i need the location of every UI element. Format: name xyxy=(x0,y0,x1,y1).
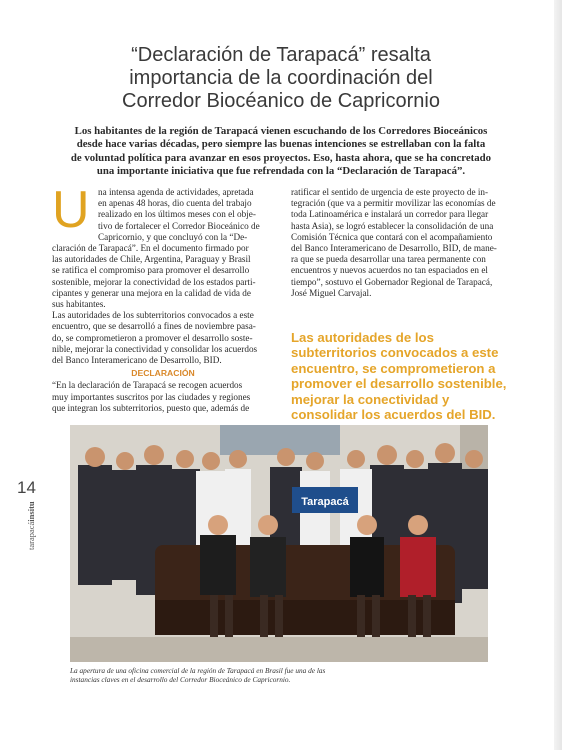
caption-line: instancias claves en el desarrollo del Corredor Bioceánico de Capricornio. xyxy=(70,675,291,685)
title-line: “Declaración de Tarapacá” resalta xyxy=(131,44,431,66)
body-line: que integran los subterritorios, puesto que, además de xyxy=(52,402,250,413)
group-photo-illustration xyxy=(70,425,488,662)
pull-quote-line: encuentro, se comprometieron a xyxy=(291,360,496,376)
magazine-brand xyxy=(26,501,36,550)
body-line: toda Latinoamérica e instalará un corredor para llegar xyxy=(291,209,489,220)
pull-quote-line: consolidar los acuerdos del BID. xyxy=(291,407,496,423)
body-line: hasta Asia), se logró establecer la consolidación de una xyxy=(291,220,494,231)
body-line: tivo de fortalecer el Corredor Bioceánico de xyxy=(98,220,260,231)
body-column-1 xyxy=(52,181,274,414)
body-line: se ratifica el compromiso para promover el desarrollo xyxy=(52,265,250,276)
pull-quote xyxy=(291,330,521,422)
body-line: realizado en los últimos meses con el obje- xyxy=(98,209,256,220)
body-line: do, se comprometieron a promover el desarrollo soste- xyxy=(52,332,253,343)
page-number: 14 xyxy=(17,478,36,497)
body-line: en apenas 48 horas, dio cuenta del trabajo xyxy=(98,198,252,209)
body-line: Capricornio, y que concluyó con la “De- xyxy=(98,231,248,242)
body-line: sus habitantes. xyxy=(52,299,106,310)
pull-quote-line: promover el desarrollo sostenible, xyxy=(291,376,507,392)
group-photo xyxy=(70,425,488,662)
article-title xyxy=(40,44,522,113)
page-spine-shadow xyxy=(554,0,562,750)
body-line: encuentro, que se desarrolló a fines de noviembre pasa- xyxy=(52,321,256,332)
section-subhead: DECLARACIÓN xyxy=(131,368,195,379)
pull-quote-line: mejorar la conectividad y xyxy=(291,391,450,407)
lead-line: desde hace varias décadas, pero siempre las buenas intenciones se estrellaban con la falta xyxy=(76,138,486,151)
caption-line: La apertura de una oficina comercial de la región de Tarapacá en Brasil fue una de las xyxy=(70,666,326,675)
body-line: nible, mejorar la conectividad y consolidar los acuerdos xyxy=(52,343,258,354)
body-line: sostenible, mejorar la conectividad de los estados parti- xyxy=(52,276,256,287)
lead-line: una importante iniciativa que fue refrendada con la “Declaración de Tarapacá”. xyxy=(96,165,466,178)
body-line: las autoridades de Chile, Argentina, Paraguay y Brasil xyxy=(52,254,251,265)
body-line: claración de Tarapacá”. En el documento firmado por xyxy=(52,243,249,254)
body-line: muy importantes suscritos por las ciudades y regiones xyxy=(52,391,251,402)
brand-regular: tarapacá xyxy=(26,521,36,550)
body-line: na intensa agenda de actividades, apretada xyxy=(98,187,254,197)
body-line: tegración (que va a permitir movilizar las economías de xyxy=(291,198,496,209)
body-line: del Banco Interamericano de Desarrollo, BID, de mane- xyxy=(291,243,497,254)
body-line: cipantes y generar una mejora en la calidad de vida de xyxy=(52,287,251,298)
lead-line: de voluntad política para avanzar en esos proyectos. Eso, hasta ahora, que se ha concretado xyxy=(70,151,492,164)
body-line: José Miguel Carvajal. xyxy=(291,287,372,298)
body-line: tiempo”, sostuvo el Gobernador Regional de Tarapacá, xyxy=(291,276,493,287)
body-column-2 xyxy=(291,187,513,299)
body-line: ra que se pueda desarrollar una tarea permanente con xyxy=(291,254,486,265)
body-line: encuentros y nuevos acuerdos no tan espaciados en el xyxy=(291,265,488,276)
body-line: Las autoridades de los subterritorios convocados a este xyxy=(52,310,254,321)
body-line: del Banco Interamericano de Desarrollo, BID. xyxy=(52,355,222,366)
title-line: importancia de la coordinación del xyxy=(129,67,433,89)
article-lead xyxy=(56,125,506,179)
pull-quote-line: subterritorios convocados a este xyxy=(291,345,499,361)
brand-bold: insitu xyxy=(26,501,36,522)
title-line: Corredor Biocéanico de Capricornio xyxy=(122,90,440,112)
body-line: ratificar el sentido de urgencia de este proyecto de in- xyxy=(291,187,489,197)
body-line: “En la declaración de Tarapacá se recogen acuerdos xyxy=(52,380,243,391)
photo-caption xyxy=(70,666,490,685)
photo-floor xyxy=(70,637,488,662)
body-line: Comisión Técnica que contará con el acompañamiento xyxy=(291,231,493,242)
lead-line: Los habitantes de la región de Tarapacá vienen escuchando de los Corredores Bioceánicos xyxy=(74,125,488,137)
drop-cap: U xyxy=(52,181,90,239)
pull-quote-line: Las autoridades de los xyxy=(291,330,434,345)
photo-sign-text: Tarapacá xyxy=(301,496,349,508)
